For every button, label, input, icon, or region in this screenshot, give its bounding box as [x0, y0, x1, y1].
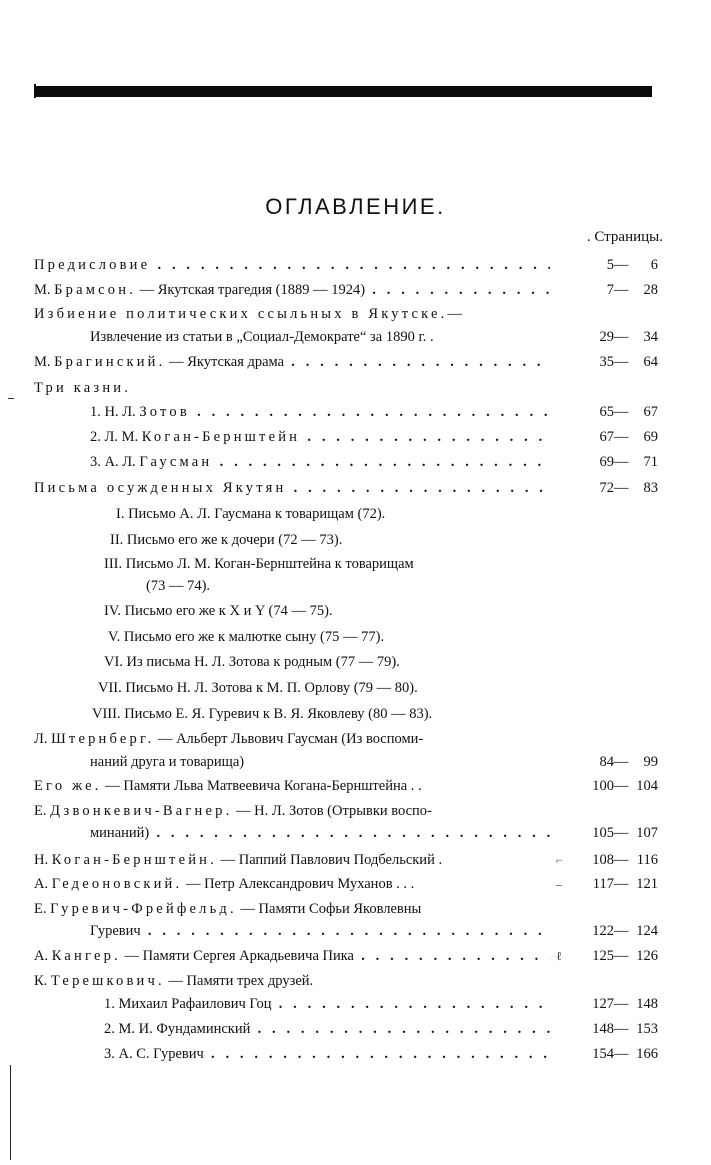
- entry-text: А.: [34, 948, 52, 964]
- page-range: [570, 254, 660, 276]
- toc-entry-title: [34, 945, 550, 967]
- spaced-author-name: Кангер.: [51, 948, 121, 964]
- toc-entry-title: [34, 279, 550, 301]
- page-dash: —: [614, 923, 629, 939]
- entry-text: VIII. Письмо Е. Я. Гуревич к В. Я. Яковлеву (80 — 83).: [92, 706, 433, 722]
- page-dash: —: [614, 948, 629, 964]
- page-from: 100: [592, 778, 614, 794]
- toc-entry: [0, 377, 711, 399]
- spaced-author-name: Брагинский.: [54, 354, 166, 370]
- page-range: [570, 775, 660, 797]
- toc-entry: [0, 993, 711, 1015]
- spaced-author-name: Гуревич-Фрейфельд.: [50, 901, 237, 917]
- toc-entry: [0, 920, 711, 942]
- toc-entry-title: [34, 849, 560, 871]
- toc-entry: [0, 677, 711, 699]
- spaced-author-name: Его же.: [34, 778, 102, 794]
- entry-text: 1. Н. Л.: [90, 404, 140, 420]
- entry-text: Извлечение из статьи в „Социал-Демократе“ за 1890 г. .: [90, 329, 434, 345]
- spaced-author-name: Избиение политических ссыльных в Якутске.—: [34, 306, 466, 322]
- page-to: 28: [643, 282, 658, 298]
- page-from: 72: [599, 480, 614, 496]
- page-dash: —: [614, 480, 629, 496]
- toc-entry: [0, 1043, 711, 1065]
- entry-text: Е.: [34, 901, 51, 917]
- page-dash: —: [614, 329, 629, 345]
- page-dash: —: [614, 282, 629, 298]
- toc-entry-title: [90, 751, 560, 773]
- entry-text: М.: [34, 282, 55, 298]
- page-to: 83: [643, 480, 658, 496]
- toc-entry: [0, 326, 711, 348]
- page-from: 117: [592, 876, 614, 892]
- entry-text: А.: [34, 876, 52, 892]
- toc-entry: [0, 401, 711, 423]
- page-to: 64: [643, 354, 658, 370]
- entry-text: — Памяти Льва Матвеевича Когана-Бернштейна . .: [101, 778, 422, 794]
- page-to: 104: [636, 778, 658, 794]
- toc-entry: [0, 970, 711, 992]
- spaced-author-name: Коган-Бернштейн: [141, 429, 301, 445]
- entry-text: М.: [34, 354, 55, 370]
- toc-entry-title: [104, 993, 550, 1015]
- spaced-author-name: Письма осужденных Якутян: [34, 480, 287, 496]
- entry-text: II. Письмо его же к дочери (72 — 73).: [110, 532, 343, 548]
- toc-entry: [0, 945, 711, 967]
- pages-column-header: . Страницы.: [586, 229, 663, 245]
- toc-entry-title: [90, 426, 550, 448]
- entry-text: 1. Михаил Рафаилович Гоц: [104, 996, 272, 1012]
- spaced-author-name: Три казни.: [34, 380, 132, 396]
- page-range: [570, 426, 660, 448]
- toc-entry-title: [90, 326, 560, 348]
- toc-entry-title: [34, 800, 700, 822]
- page-dash: —: [614, 852, 629, 868]
- left-margin-rule: [10, 1065, 11, 1160]
- toc-entry-title: [34, 970, 700, 992]
- page-to: 67: [643, 404, 658, 420]
- entry-text: Гуревич: [90, 923, 141, 939]
- spaced-author-name: Штернберг.: [51, 731, 155, 747]
- page-from: 105: [592, 825, 614, 841]
- toc-entry: [0, 651, 711, 673]
- page-range: [570, 945, 660, 967]
- toc-entry: [0, 873, 711, 895]
- page-from: 84: [599, 754, 614, 770]
- toc-entry-title: [104, 600, 700, 622]
- page-from: 5: [606, 257, 614, 273]
- page-range: [570, 477, 660, 499]
- pencil-mark: ⌐: [556, 853, 563, 867]
- spaced-author-name: Дзвонкевич-Вагнер.: [50, 803, 233, 819]
- page-range: [570, 1043, 660, 1065]
- page-to: 99: [643, 754, 658, 770]
- toc-entry-title: [104, 553, 700, 575]
- entry-text: V. Письмо его же к малютке сыну (75 — 77).: [108, 629, 385, 645]
- toc-entry: [0, 351, 711, 373]
- entry-text: 3. А. С. Гуревич: [104, 1046, 204, 1062]
- toc-entry: [0, 477, 711, 499]
- page-dash: —: [614, 778, 629, 794]
- entry-text: — Памяти Сергея Аркадьевича Пика: [120, 948, 354, 964]
- page-to: 116: [636, 852, 658, 868]
- toc-entry-title: [116, 503, 700, 525]
- spaced-author-name: Гаусман: [139, 454, 213, 470]
- spaced-author-name: Брамсон.: [54, 282, 137, 298]
- toc-entry-title: [34, 351, 550, 373]
- toc-entry-title: [34, 775, 560, 797]
- toc-entry-title: [90, 920, 550, 942]
- page-from: 127: [592, 996, 614, 1012]
- page-range: [570, 993, 660, 1015]
- entry-text: К.: [34, 973, 51, 989]
- page-dash: —: [614, 876, 629, 892]
- toc-entry-title: [110, 529, 700, 551]
- entry-text: Е.: [34, 803, 51, 819]
- page-range: [570, 1018, 660, 1040]
- toc-entry: [0, 529, 711, 551]
- entry-text: I. Письмо А. Л. Гаусмана к товарищам (72).: [116, 506, 386, 522]
- page-dash: —: [614, 1021, 629, 1037]
- toc-entry-title: [104, 651, 700, 673]
- toc-entry-title: [34, 873, 560, 895]
- page-to: 6: [650, 257, 658, 273]
- spaced-author-name: Предисловие: [34, 257, 151, 273]
- spaced-author-name: Зотов: [139, 404, 190, 420]
- entry-text: — Якутская трагедия (1889 — 1924): [136, 282, 366, 298]
- page-dash: —: [614, 754, 629, 770]
- page-from: 154: [592, 1046, 614, 1062]
- page-range: [570, 822, 660, 844]
- entry-text: 2. М. И. Фундаминский: [104, 1021, 251, 1037]
- page-to: 148: [636, 996, 658, 1012]
- toc-entry-title: [92, 703, 700, 725]
- page-dash: —: [614, 825, 629, 841]
- toc-entry-title: [146, 575, 700, 597]
- spaced-author-name: Терешкович.: [50, 973, 165, 989]
- entry-text: Л.: [34, 731, 52, 747]
- toc-entry-title: [90, 822, 550, 844]
- page-to: 126: [636, 948, 658, 964]
- toc-entry-title: [108, 626, 700, 648]
- toc-entry: [0, 728, 711, 750]
- toc-entry: [0, 800, 711, 822]
- toc-entry: [0, 775, 711, 797]
- page-from: 29: [599, 329, 614, 345]
- toc-entry: [0, 575, 711, 597]
- page-dash: —: [614, 429, 629, 445]
- toc-entry: [0, 254, 711, 276]
- entry-text: (73 — 74).: [146, 578, 211, 594]
- toc-entry-title: [90, 451, 550, 473]
- toc-entry: [0, 303, 711, 325]
- toc-entry: [0, 279, 711, 301]
- page-to: 34: [643, 329, 658, 345]
- toc-entry-title: [104, 1043, 550, 1065]
- page-from: 108: [592, 852, 614, 868]
- toc-entry: [0, 751, 711, 773]
- entry-text: — Н. Л. Зотов (Отрывки воспо-: [232, 803, 432, 819]
- toc-entry: [0, 600, 711, 622]
- page-title: ОГЛАВЛЕНИЕ.: [265, 194, 446, 219]
- entry-text: минаний): [90, 825, 150, 841]
- toc-entry: [0, 898, 711, 920]
- toc-entry-title: [104, 1018, 550, 1040]
- page-dash: —: [614, 257, 629, 273]
- page-dash: —: [614, 1046, 629, 1062]
- page-dash: —: [614, 996, 629, 1012]
- page-to: 166: [636, 1046, 658, 1062]
- page-to: 121: [636, 876, 658, 892]
- page-from: 35: [599, 354, 614, 370]
- page-dash: —: [614, 454, 629, 470]
- page-from: 125: [592, 948, 614, 964]
- page-dash: —: [614, 354, 629, 370]
- page-from: 148: [592, 1021, 614, 1037]
- toc-entry: [0, 426, 711, 448]
- page-to: 71: [643, 454, 658, 470]
- page-to: 107: [636, 825, 658, 841]
- toc-entry-title: [34, 477, 550, 499]
- page-range: [570, 451, 660, 473]
- page-to: 69: [643, 429, 658, 445]
- page-range: [570, 326, 660, 348]
- page-to: 153: [636, 1021, 658, 1037]
- toc-entry-title: [34, 254, 550, 276]
- page-range: [570, 279, 660, 301]
- toc-entry-title: [34, 303, 700, 325]
- page-range: [570, 351, 660, 373]
- page-from: 69: [599, 454, 614, 470]
- entry-text: 2. Л. М.: [90, 429, 142, 445]
- page-range: [570, 401, 660, 423]
- toc-entry: [0, 849, 711, 871]
- page-from: 65: [599, 404, 614, 420]
- page-range: [570, 873, 660, 895]
- page-range: [570, 849, 660, 871]
- pencil-mark: ℓ: [556, 949, 562, 963]
- entry-text: VII. Письмо Н. Л. Зотова к М. П. Орлову (79 — 80).: [98, 680, 418, 696]
- toc-entry: [0, 1018, 711, 1040]
- page-to: 124: [636, 923, 658, 939]
- top-rule: [34, 86, 652, 97]
- entry-text: — Памяти трех друзей.: [164, 973, 314, 989]
- toc-entry: [0, 553, 711, 575]
- spaced-author-name: Коган-Бернштейн.: [51, 852, 217, 868]
- toc-entry: [0, 451, 711, 473]
- entry-text: — Якутская драма: [165, 354, 285, 370]
- toc-entry: [0, 703, 711, 725]
- entry-text: — Петр Александрович Муханов . . .: [182, 876, 415, 892]
- entry-text: IV. Письмо его же к X и Y (74 — 75).: [104, 603, 333, 619]
- toc-entry-title: [90, 401, 550, 423]
- entry-text: наний друга и товарища): [90, 754, 245, 770]
- toc-entry-title: [34, 728, 700, 750]
- page-from: 7: [606, 282, 614, 298]
- entry-text: Н.: [34, 852, 52, 868]
- page-from: 122: [592, 923, 614, 939]
- toc-entry: [0, 626, 711, 648]
- pencil-mark: –: [556, 877, 562, 891]
- entry-text: 3. А. Л.: [90, 454, 140, 470]
- entry-text: III. Письмо Л. М. Коган-Бернштейна к товарищам: [104, 556, 414, 572]
- toc-entry: [0, 822, 711, 844]
- page-dash: —: [614, 404, 629, 420]
- entry-text: — Паппий Павлович Подбельский .: [216, 852, 443, 868]
- entry-text: — Памяти Софьи Яковлевны: [236, 901, 422, 917]
- toc-entry: [0, 503, 711, 525]
- toc-entry-title: [34, 898, 700, 920]
- page-range: [570, 920, 660, 942]
- toc-entry-title: [34, 377, 700, 399]
- spaced-author-name: Гедеоновский.: [51, 876, 183, 892]
- entry-text: — Альберт Львович Гаусман (Из воспоми-: [154, 731, 424, 747]
- page-range: [570, 751, 660, 773]
- entry-text: VI. Из письма Н. Л. Зотова к родным (77 — 79).: [104, 654, 400, 670]
- page-from: 67: [599, 429, 614, 445]
- toc-entry-title: [98, 677, 700, 699]
